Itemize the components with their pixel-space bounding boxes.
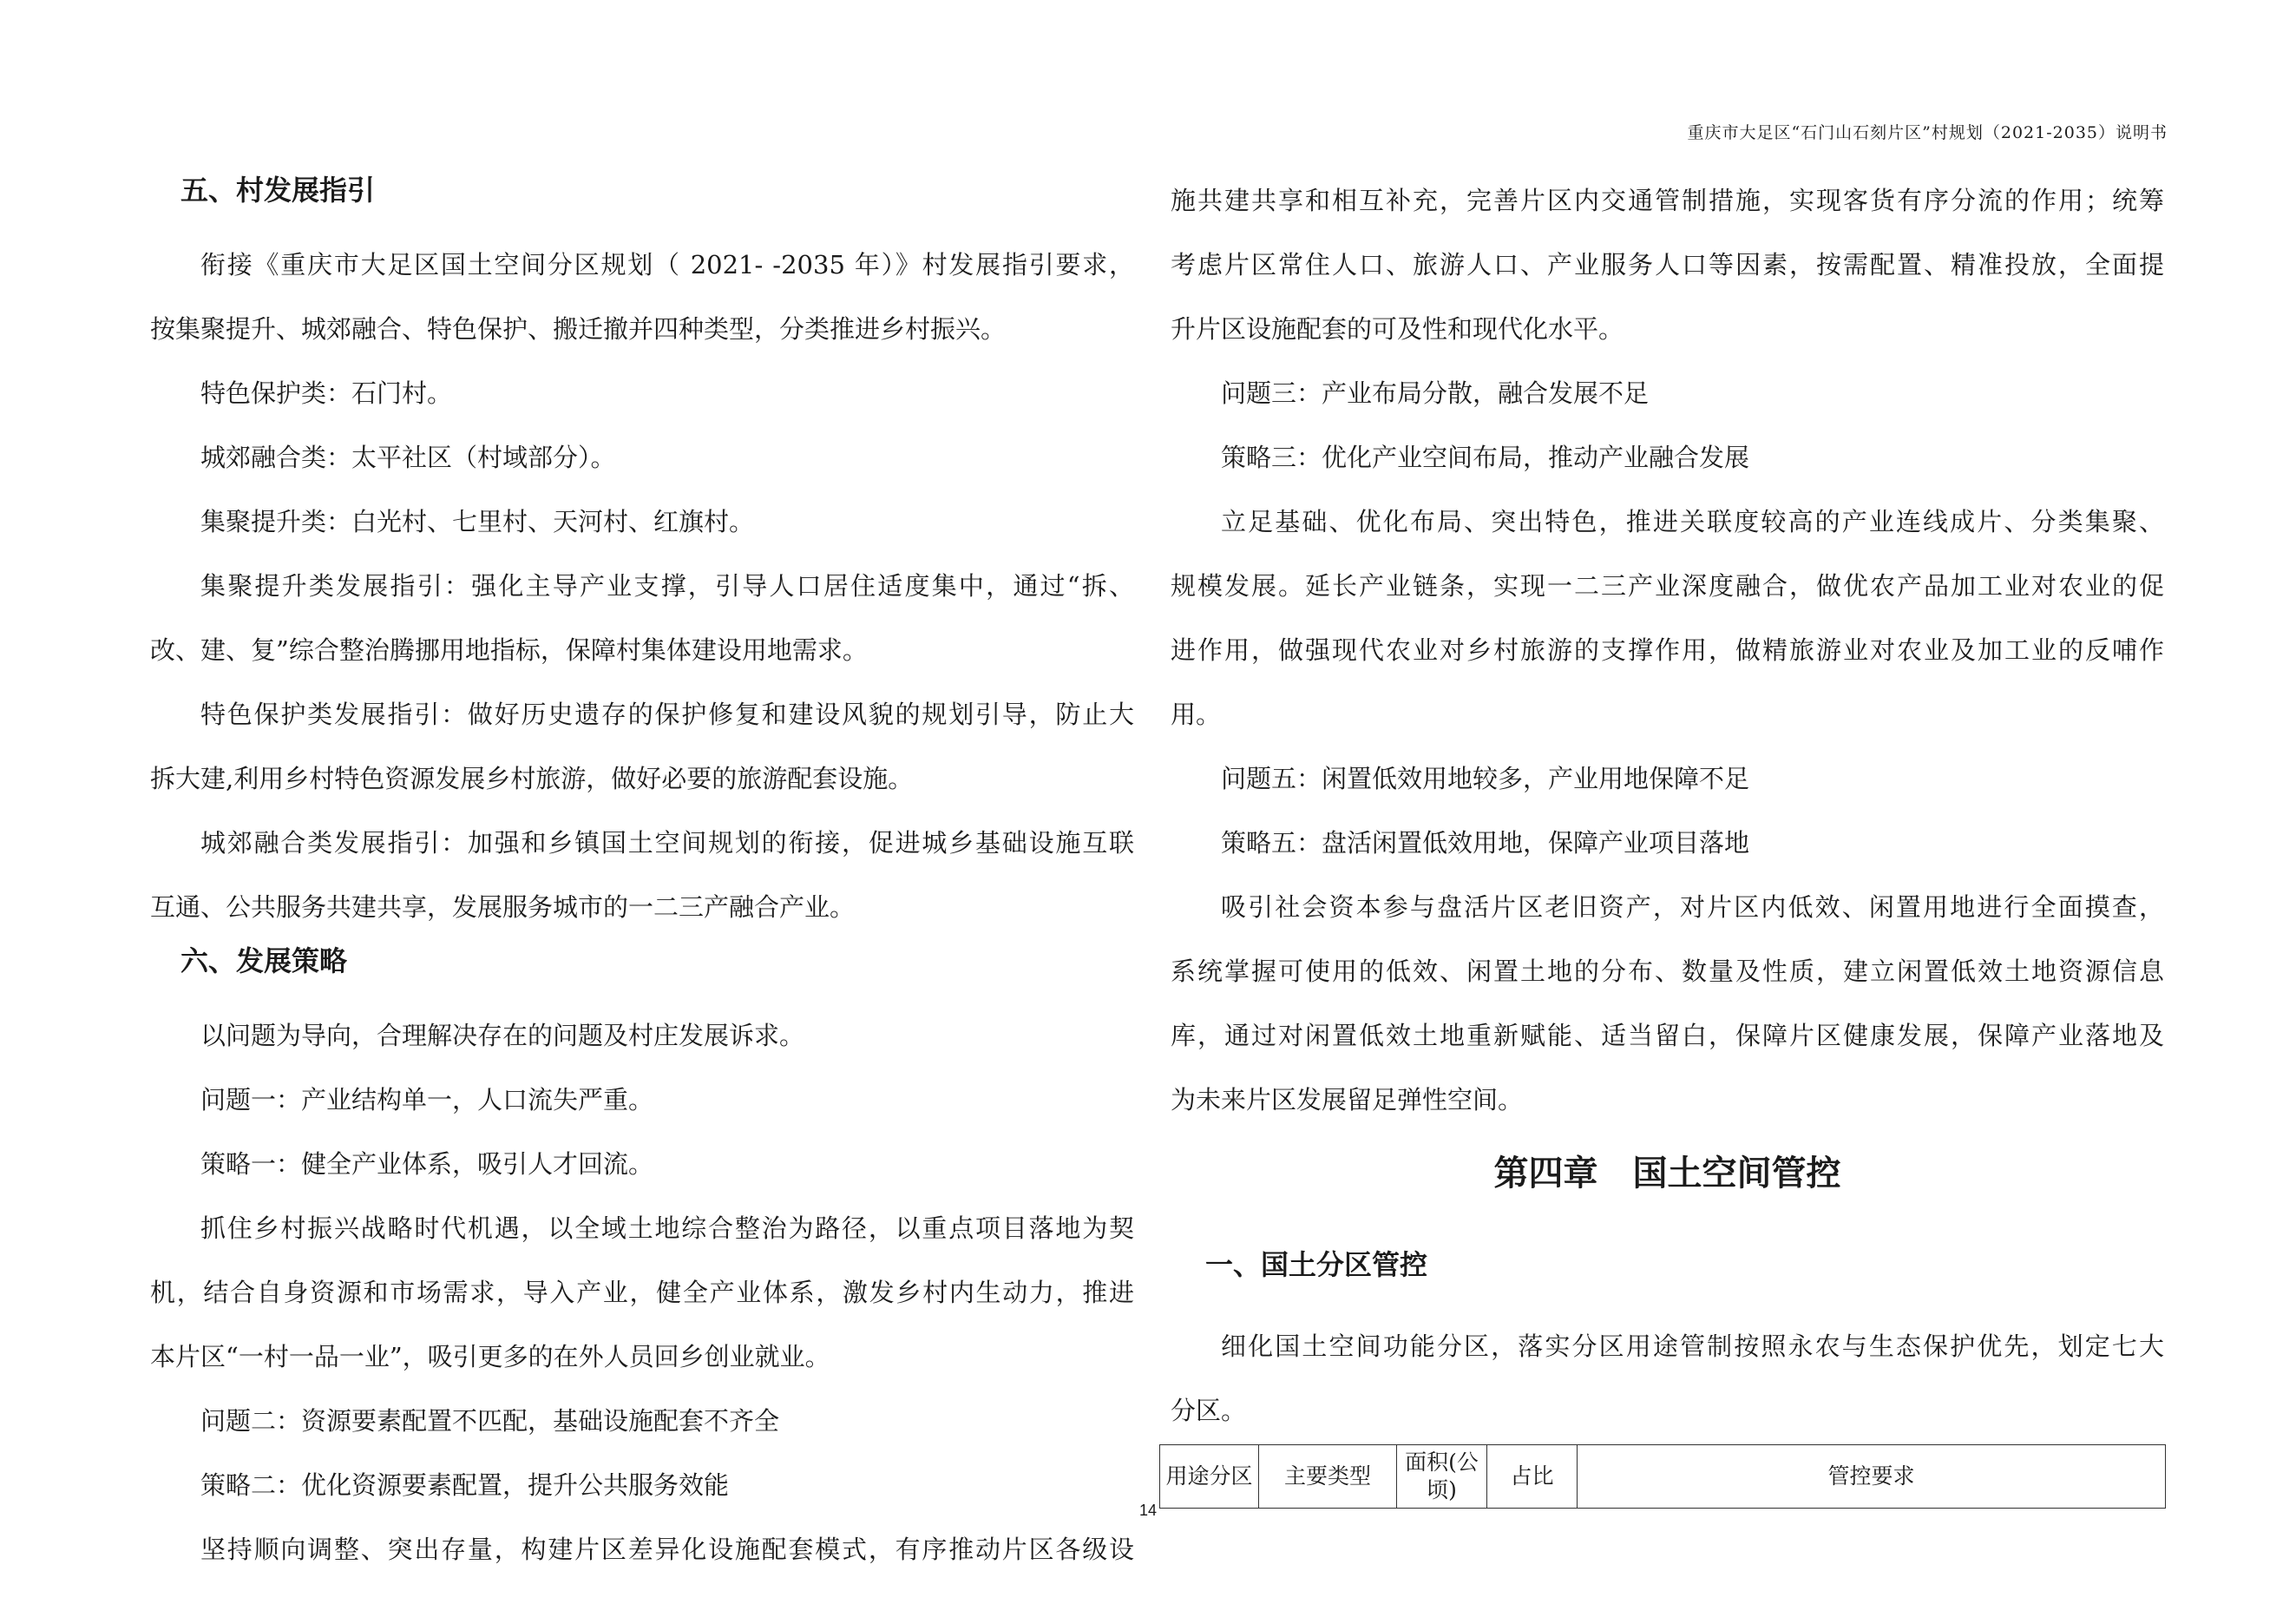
- paragraph: 规模发展。延长产业链条，实现一二三产业深度融合，做优农产品加工业对农业的促: [1171, 571, 2164, 601]
- paragraph: 吸引社会资本参与盘活片区老旧资产，对片区内低效、闲置用地进行全面摸查，: [1221, 892, 2164, 922]
- paragraph: 进作用，做强现代农业对乡村旅游的支撑作用，做精旅游业对农业及加工业的反哺作: [1171, 635, 2164, 665]
- strategy-2: 策略二：优化资源要素配置，提升公共服务效能: [200, 1470, 730, 1500]
- paragraph: 机，结合自身资源和市场需求，导入产业，健全产业体系，激发乡村内生动力，推进: [150, 1278, 1134, 1307]
- section-title-strategy: 六、发展策略: [180, 944, 348, 977]
- chapter-title: 第四章 国土空间管控: [1493, 1154, 1841, 1193]
- strategy-3: 策略三：优化产业空间布局，推动产业融合发展: [1221, 443, 1750, 472]
- paragraph: 立足基础、优化布局、突出特色，推进关联度较高的产业连线成片、分类集聚、: [1221, 507, 2164, 536]
- problem-2: 问题二：资源要素配置不匹配，基础设施配套不齐全: [200, 1406, 780, 1436]
- paragraph: 考虑片区常住人口、旅游人口、产业服务人口等因素，按需配置、精准投放，全面提: [1171, 250, 2164, 279]
- paragraph: 衔接《重庆市大足区国土空间分区规划（ 2021- -2035 年）》村发展指引要求，: [200, 250, 1134, 279]
- problem-3: 问题三：产业布局分散，融合发展不足: [1221, 378, 1650, 408]
- problem-1: 问题一：产业结构单一，人口流失严重。: [200, 1085, 654, 1114]
- zoning-table: [1159, 1444, 2166, 1509]
- paragraph: 互通、公共服务共建共享，发展服务城市的一二三产融合产业。: [150, 892, 856, 922]
- page-number: 14: [1138, 1502, 1158, 1519]
- paragraph: 分区。: [1171, 1396, 1247, 1425]
- section-title-zoning: 一、国土分区管控: [1205, 1248, 1428, 1281]
- paragraph: 抓住乡村振兴战略时代机遇，以全域土地综合整治为路径，以重点项目落地为契: [200, 1213, 1134, 1243]
- running-header: 重庆市大足区“石门山石刻片区”村规划（2021-2035）说明书: [1687, 123, 2168, 142]
- paragraph: 集聚提升类：白光村、七里村、天河村、红旗村。: [200, 507, 755, 536]
- paragraph: 坚持顺向调整、突出存量，构建片区差异化设施配套模式，有序推动片区各级设: [200, 1535, 1134, 1564]
- problem-5: 问题五：闲置低效用地较多，产业用地保障不足: [1221, 764, 1750, 793]
- table-header-cell: 管控要求: [1578, 1445, 2166, 1509]
- paragraph: 施共建共享和相互补充，完善片区内交通管制措施，实现客货有序分流的作用；统筹: [1171, 186, 2164, 215]
- paragraph: 为未来片区发展留足弹性空间。: [1171, 1085, 1524, 1114]
- paragraph: 本片区“一村一品一业”，吸引更多的在外人员回乡创业就业。: [150, 1342, 830, 1371]
- paragraph: 集聚提升类发展指引：强化主导产业支撑，引导人口居住适度集中，通过“拆、: [200, 571, 1134, 601]
- paragraph: 以问题为导向，合理解决存在的问题及村庄发展诉求。: [200, 1021, 805, 1050]
- strategy-5: 策略五：盘活闲置低效用地，保障产业项目落地: [1221, 828, 1750, 858]
- right-column: [1165, 168, 2164, 1509]
- paragraph: 系统掌握可使用的低效、闲置土地的分布、数量及性质，建立闲置低效土地资源信息: [1171, 957, 2164, 986]
- paragraph: 按集聚提升、城郊融合、特色保护、搬迁撤并四种类型，分类推进乡村振兴。: [150, 314, 1007, 344]
- table-header-cell: 用途分区: [1160, 1445, 1259, 1509]
- paragraph: 细化国土空间功能分区，落实分区用途管制按照永农与生态保护优先，划定七大: [1221, 1331, 2164, 1361]
- paragraph: 拆大建,利用乡村特色资源发展乡村旅游，做好必要的旅游配套设施。: [150, 764, 914, 793]
- strategy-1: 策略一：健全产业体系，吸引人才回流。: [200, 1149, 654, 1179]
- paragraph: 城郊融合类发展指引：加强和乡镇国土空间规划的衔接，促进城乡基础设施互联: [200, 828, 1134, 858]
- table-header-cell: 主要类型: [1259, 1445, 1397, 1509]
- paragraph: 升片区设施配套的可及性和现代化水平。: [1171, 314, 1624, 344]
- paragraph: 特色保护类：石门村。: [200, 378, 453, 408]
- paragraph: 库，通过对闲置低效土地重新赋能、适当留白，保障片区健康发展，保障产业落地及: [1171, 1021, 2164, 1050]
- paragraph: 城郊融合类：太平社区（村域部分）。: [200, 443, 616, 472]
- left-column: [150, 168, 1134, 1581]
- paragraph: 用。: [1171, 700, 1222, 729]
- section-title-village-guidance: 五、村发展指引: [180, 174, 376, 207]
- paragraph: 特色保护类发展指引：做好历史遗存的保护修复和建设风貌的规划引导，防止大: [200, 700, 1134, 729]
- table-header-cell: 面积(公顷): [1397, 1445, 1487, 1509]
- table-header-row: [1160, 1445, 2166, 1509]
- table-header-cell: 占比: [1487, 1445, 1578, 1509]
- paragraph: 改、建、复”综合整治腾挪用地指标，保障村集体建设用地需求。: [150, 635, 868, 665]
